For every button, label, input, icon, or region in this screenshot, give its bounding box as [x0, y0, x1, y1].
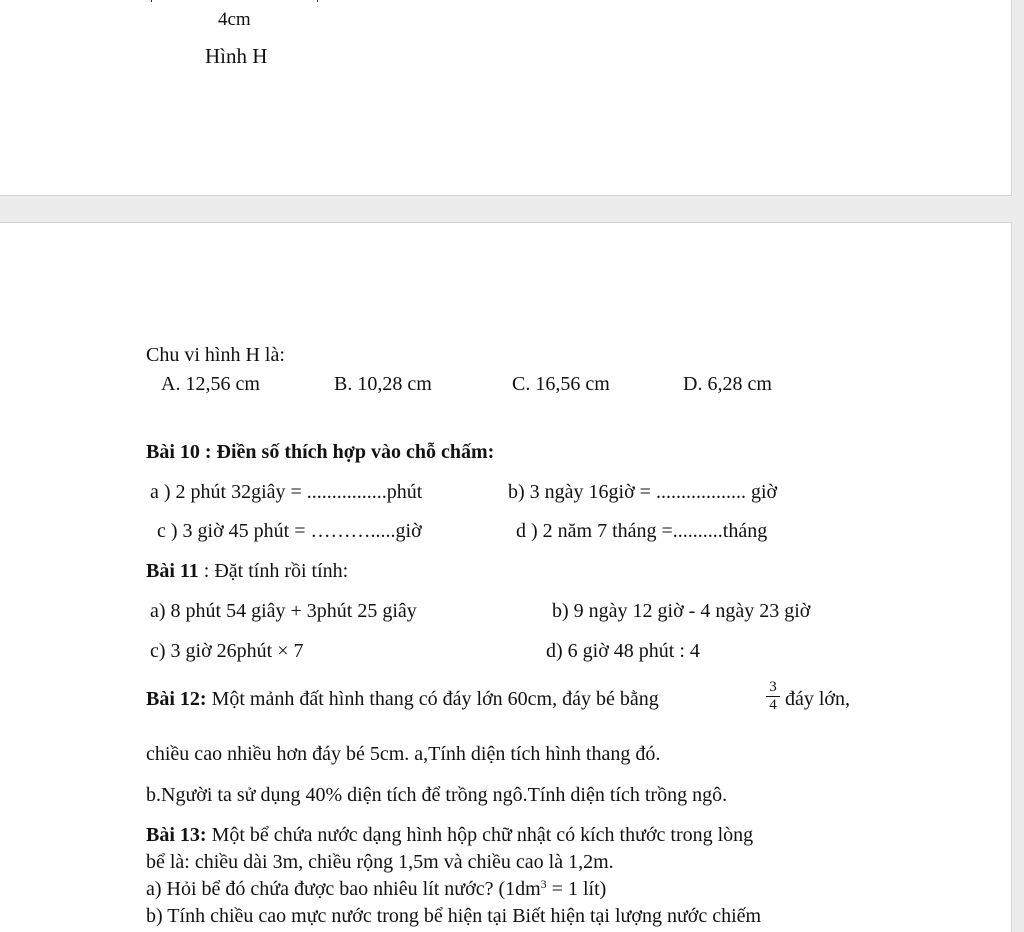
q9-option-c: C. 16,56 cm — [512, 373, 610, 395]
q13-line-1-text: Một bể chứa nước dạng hình hộp chữ nhật có kích thước trong lòng — [206, 824, 754, 846]
q10-item-d: d ) 2 năm 7 tháng =..........tháng — [516, 520, 768, 542]
q12-line-3: b.Người ta sử dụng 40% diện tích để trồng ngô.Tính diện tích trồng ngô. — [146, 784, 728, 806]
q13-line-2: bể là: chiều dài 3m, chiều rộng 1,5m và chiều cao là 1,2m. — [146, 851, 614, 873]
q13-line-3 — [146, 879, 606, 899]
q11-title — [146, 561, 348, 581]
q11-item-c: c) 3 giờ 26phút × 7 — [150, 640, 304, 662]
q9-option-a: A. 12,56 cm — [161, 373, 260, 395]
figure-dimension-label: 4cm — [218, 9, 251, 30]
q9-option-d: D. 6,28 cm — [683, 373, 772, 395]
figure-caption: Hình H — [205, 44, 268, 68]
document-page-1 — [0, 0, 1012, 196]
q12-line-1-text: Một mảnh đất hình thang có đáy lớn 60cm, đáy bé bằng — [206, 688, 659, 710]
q11-item-a: a) 8 phút 54 giây + 3phút 25 giây — [150, 600, 417, 622]
q13-line-1 — [146, 825, 753, 845]
q12-line-1 — [146, 689, 659, 709]
q11-title-text: : Đặt tính rồi tính: — [198, 560, 349, 582]
q13-line-3-exponent: 3 — [540, 877, 547, 891]
q12-fraction-numerator: 3 — [766, 680, 780, 697]
q11-item-b: b) 9 ngày 12 giờ - 4 ngày 23 giờ — [552, 600, 811, 622]
q10-title: Bài 10 : Điền số thích hợp vào chỗ chấm: — [146, 441, 495, 463]
q13-label: Bài 13: — [146, 824, 207, 846]
document-page-2 — [0, 222, 1012, 932]
q10-item-c: c ) 3 giờ 45 phút = ……….....giờ — [157, 520, 422, 542]
q9-prompt: Chu vi hình H là: — [146, 344, 285, 366]
q12-line-1-end: đáy lớn, — [785, 688, 851, 710]
q9-option-b: B. 10,28 cm — [334, 373, 432, 395]
q11-label: Bài 11 — [146, 560, 199, 582]
q12-fraction-denominator: 4 — [769, 697, 777, 713]
figure-tick-right — [317, 0, 318, 2]
q12-label: Bài 12: — [146, 688, 207, 710]
q12-fraction — [766, 680, 780, 713]
q11-item-d: d) 6 giờ 48 phút : 4 — [546, 640, 700, 662]
figure-tick-left — [151, 0, 152, 2]
q12-line-2: chiều cao nhiều hơn đáy bé 5cm. a,Tính diện tích hình thang đó. — [146, 743, 661, 765]
q10-item-a: a ) 2 phút 32giây = ................phút — [150, 481, 423, 503]
q10-item-b: b) 3 ngày 16giờ = .................. giờ — [508, 481, 778, 503]
q13-line-3-text: a) Hỏi bể đó chứa được bao nhiêu lít nước? (1dm — [146, 878, 541, 900]
q13-line-3-end: = 1 lít) — [546, 878, 607, 900]
q13-line-4: b) Tính chiều cao mực nước trong bể hiện tại Biết hiện tại lượng nước chiếm — [146, 905, 762, 927]
